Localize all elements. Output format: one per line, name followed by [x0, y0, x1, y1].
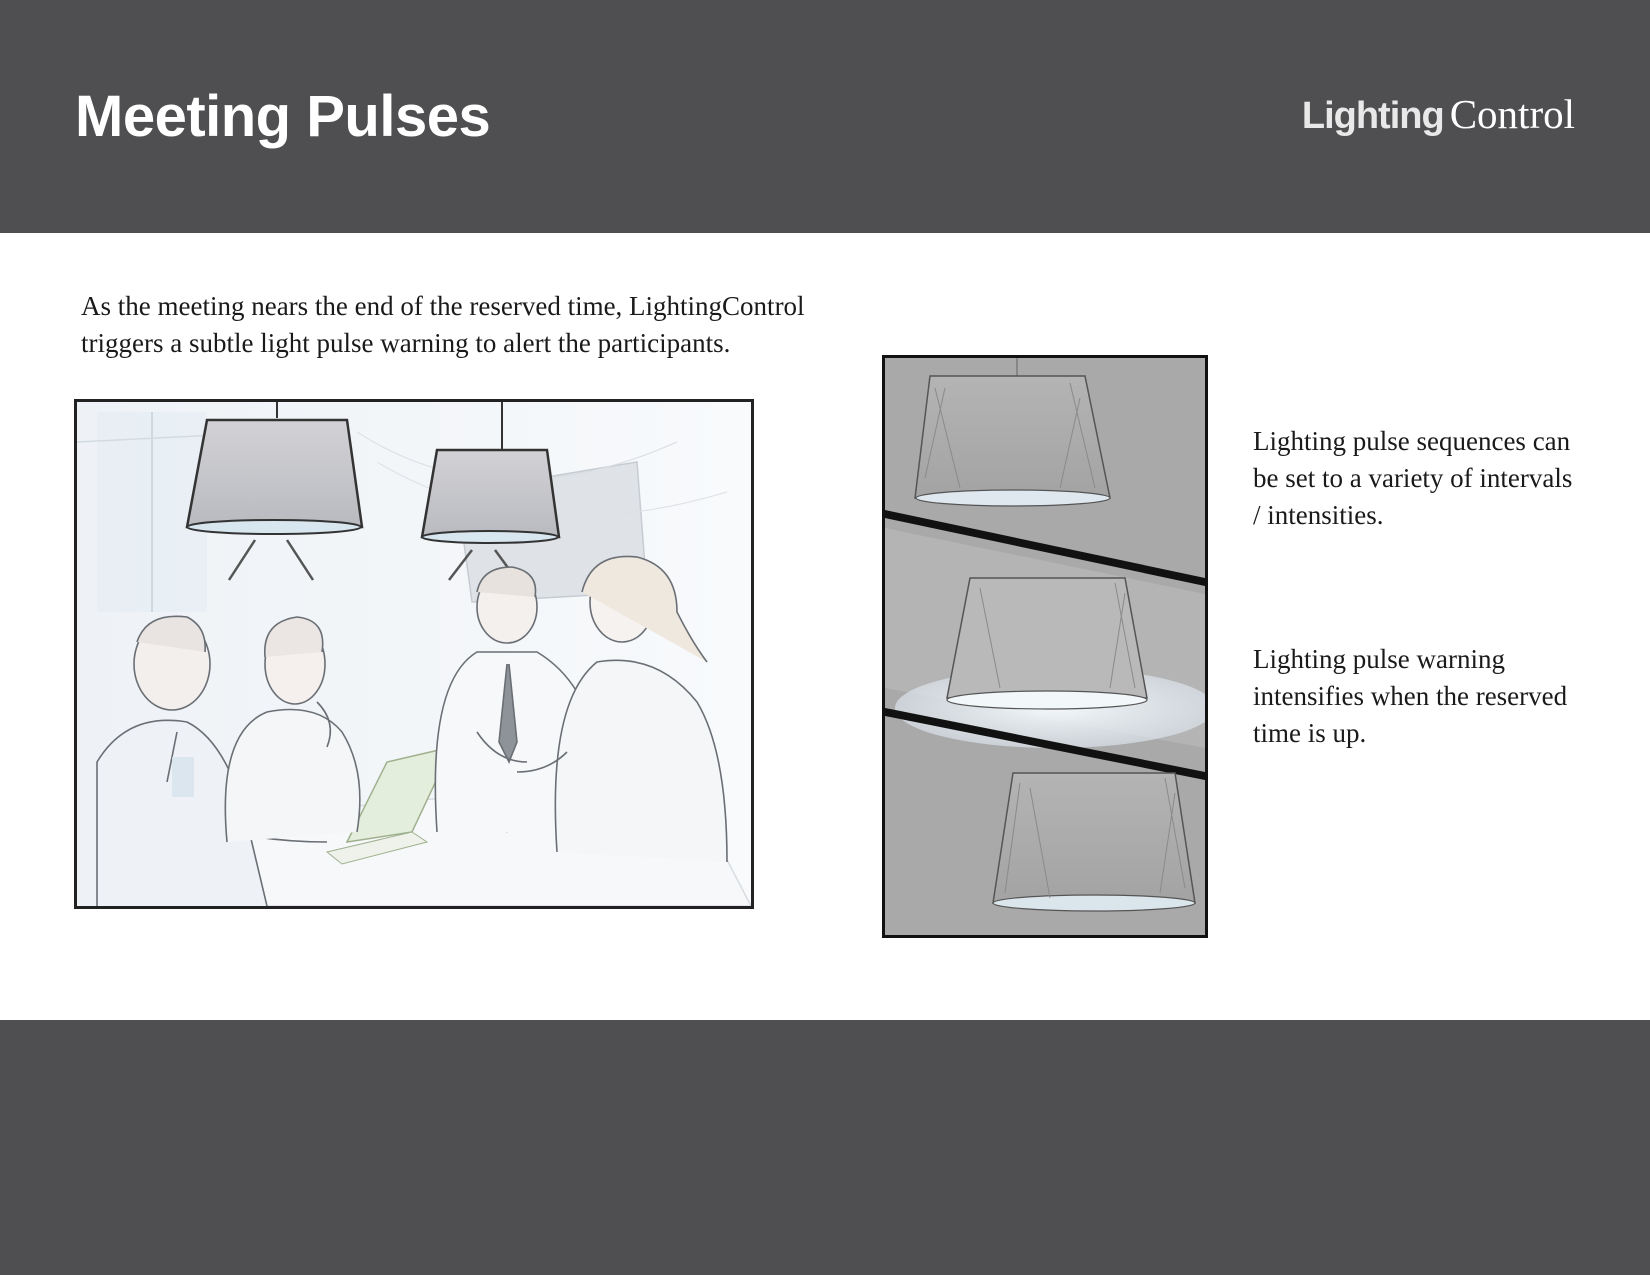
pulse-panel-3: [993, 773, 1195, 911]
pulse-sequence-illustration: [882, 355, 1208, 938]
footer-band: [0, 1020, 1650, 1275]
brand-logo-strong: Lighting: [1301, 95, 1444, 137]
pulse-panel-1: [915, 358, 1110, 506]
meeting-sketch: [77, 402, 751, 906]
caption-pulse-sequences: Lighting pulse sequences can be set to a variety of intervals / intensities.: [1253, 426, 1573, 530]
intro-paragraph: As the meeting nears the end of the reserved time, LightingControl triggers a subtle light pulse warning to alert the participants.: [81, 291, 805, 358]
meeting-illustration: [74, 399, 754, 909]
caption-pulse-warning: Lighting pulse warning intensifies when the reserved time is up.: [1253, 644, 1568, 748]
pulse-sketch: [885, 358, 1205, 935]
brand-logo-light: Control: [1449, 91, 1575, 137]
page-title: Meeting Pulses: [75, 84, 491, 149]
brand-logo: [1301, 91, 1575, 137]
